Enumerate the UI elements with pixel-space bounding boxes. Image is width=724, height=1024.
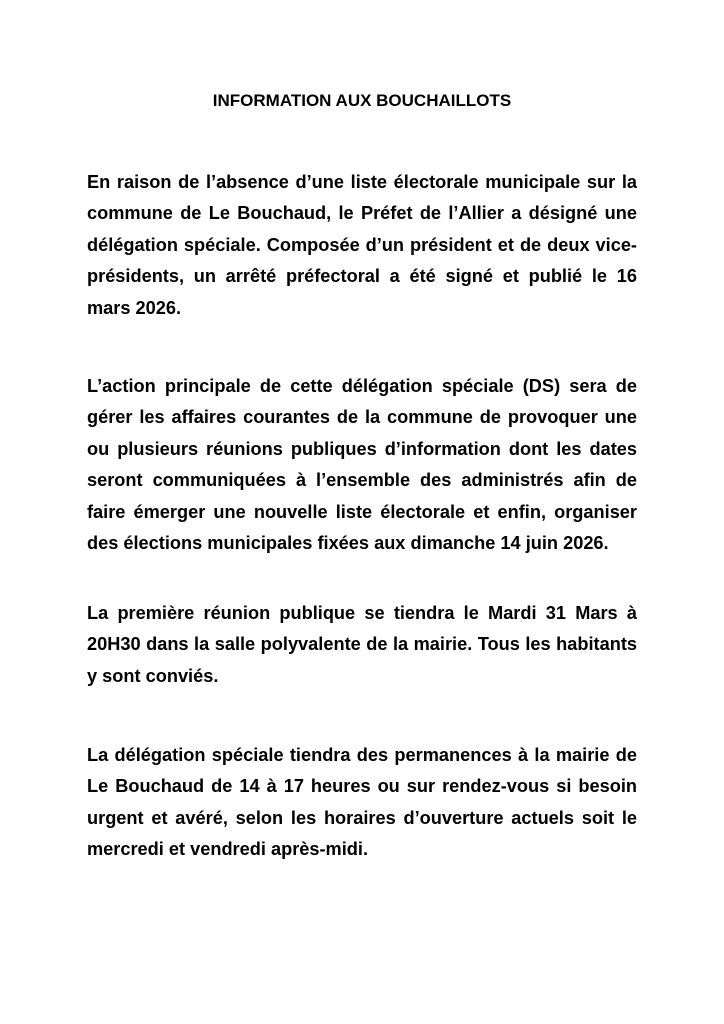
paragraph-public-meeting: La première réunion publique se tiendra le Mardi 31 Mars à 20H30 dans la salle polyvalente de la mairie. Tous les habitants y sont conviés.: [87, 603, 637, 686]
document-title: INFORMATION AUX BOUCHAILLOTS: [212, 91, 512, 110]
paragraph-office-hours: La délégation spéciale tiendra des permanences à la mairie de Le Bouchaud de 14 à 17 heures ou sur rendez-vous si besoin urgent et avéré, selon les horaires d’ouverture actuels soit le mercredi et vendredi après-midi.: [87, 745, 637, 860]
paragraph-delegation-designation: En raison de l’absence d’une liste électorale municipale sur la commune de Le Bouchaud, le Préfet de l’Allier a désigné une délégation spéciale. Composée d’un président et de deux vice-présidents, un arrêté préfectoral a été signé et publié le 16 mars 2026.: [87, 172, 637, 318]
paragraph-delegation-mission: L’action principale de cette délégation spéciale (DS) sera de gérer les affaires courantes de la commune de provoquer une ou plusieurs réunions publiques d’information dont les dates seront communiquées à l’ensemble des administrés afin de faire émerger une nouvelle liste électorale et enfin, organiser des élections municipales fixées aux dimanche 14 juin 2026.: [87, 376, 637, 554]
